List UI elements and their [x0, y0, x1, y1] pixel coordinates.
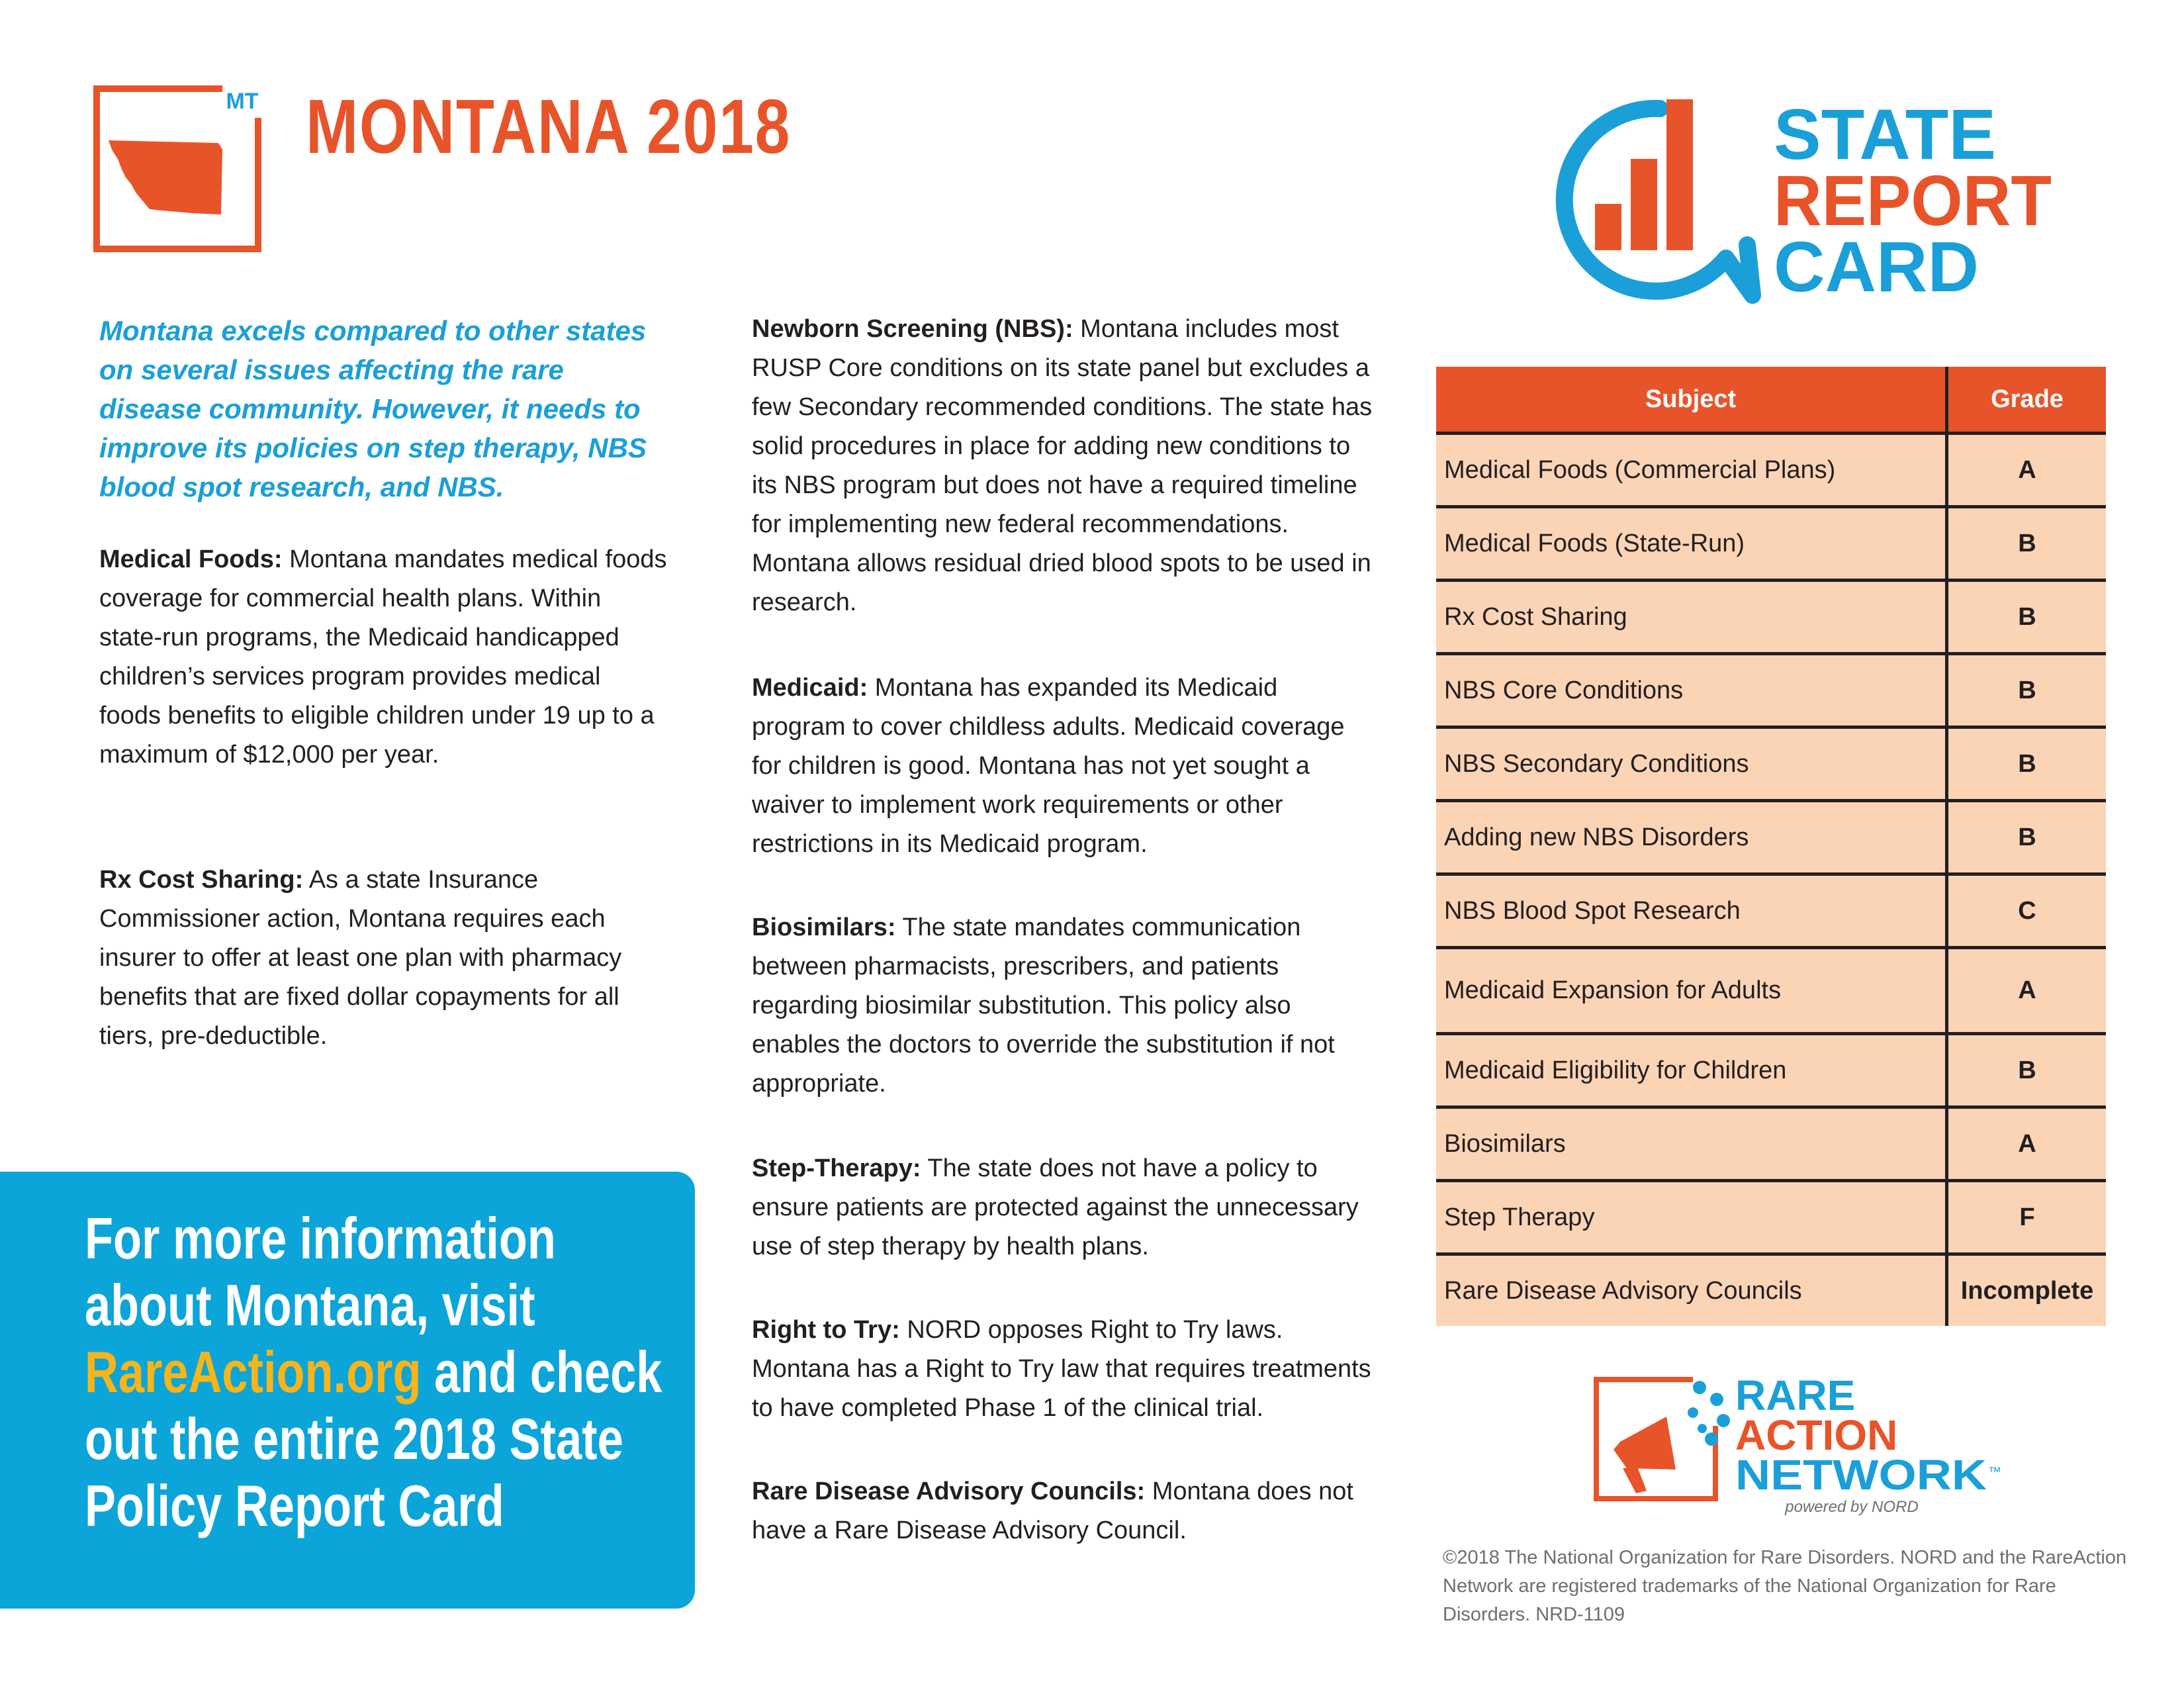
- row-subject: Medicaid Eligibility for Children: [1436, 1034, 1947, 1107]
- table-header-row: [1436, 367, 2106, 434]
- row-grade: A: [1947, 1107, 2106, 1181]
- row-subject: Medicaid Expansion for Adults: [1436, 948, 1947, 1034]
- biosimilars-paragraph: [752, 908, 1374, 1103]
- nbs-heading: Newborn Screening (NBS):: [752, 315, 1073, 343]
- rare-action-network-logo: [1594, 1370, 2004, 1519]
- rdac-paragraph: [752, 1472, 1374, 1550]
- state-abbr: MT: [226, 89, 259, 114]
- rdac-text: Montana does not have a Rare Disease Advisory Council.: [752, 1477, 1353, 1544]
- medical-foods-heading: Medical Foods:: [99, 545, 283, 573]
- header-subject: Subject: [1436, 367, 1947, 434]
- table-row: [1436, 654, 2106, 727]
- intro-text: Montana excels compared to other states on several issues affecting the rare disease community. However, it needs to improve its policies on step therapy, NBS blood spot research, and NBS.: [99, 315, 647, 502]
- table-row: [1436, 874, 2106, 948]
- logo-state: STATE: [1774, 94, 1996, 174]
- rx-cost-paragraph: [99, 861, 668, 1056]
- rx-cost-heading: Rx Cost Sharing:: [99, 866, 304, 894]
- state-report-card-logo: [1549, 86, 2065, 311]
- row-subject: NBS Secondary Conditions: [1436, 727, 1947, 801]
- info-text-before: For more information about Montana, visit: [85, 1205, 556, 1338]
- row-grade: B: [1947, 801, 2106, 874]
- row-grade: B: [1947, 727, 2106, 801]
- rareaction-link[interactable]: RareAction.org: [85, 1339, 422, 1405]
- medical-foods-text: Montana mandates medical foods coverage for commercial health plans. Within state-run programs, the Medicaid handicapped children’s services program provides medical foods benefits to eligible children under 19 up to a maximum of $12,000 per year.: [99, 545, 667, 769]
- montana-state-badge: [93, 85, 262, 253]
- row-subject: Medical Foods (State-Run): [1436, 507, 1947, 581]
- row-subject: NBS Blood Spot Research: [1436, 874, 1947, 948]
- info-text-after: and check out the entire 2018 State Policy Report Card: [85, 1339, 662, 1538]
- montana-map-icon: [109, 140, 222, 214]
- medical-foods-paragraph: [99, 540, 668, 774]
- row-grade: B: [1947, 654, 2106, 727]
- nbs-text: Montana includes most RUSP Core conditions on its state panel but excludes a few Secondary recommended conditions. The state has solid procedures in place for adding new conditions to its NBS program but does not have a required timeline for implementing new federal recommendations. Montana allows residual dried blood spots to be used in research.: [752, 315, 1373, 616]
- table-row: [1436, 1181, 2106, 1254]
- row-grade: B: [1947, 1034, 2106, 1107]
- copyright-notice: ©2018 The National Organization for Rare Disorders. NORD and the RareAction Network are registered trademarks of the National Organization for Rare Disorders. NRD-1109: [1443, 1547, 2127, 1625]
- logo-card: CARD: [1774, 226, 1979, 306]
- table-row: [1436, 581, 2106, 654]
- grade-table: [1436, 367, 2106, 1326]
- info-box-text: [85, 1205, 688, 1539]
- row-subject: NBS Core Conditions: [1436, 654, 1947, 727]
- megaphone-icon: [1596, 1373, 1733, 1499]
- page-title: MONTANA 2018: [306, 83, 792, 169]
- table-row: [1436, 507, 2106, 581]
- rx-cost-text: As a state Insurance Commissioner action, Montana requires each insurer to offer at least one plan with pharmacy benefits that are fixed dollar copayments for all tiers, pre-deductible.: [99, 866, 622, 1050]
- table-row: [1436, 948, 2106, 1034]
- chat-bubble-icon: [1565, 109, 1752, 295]
- header-grade: Grade: [1947, 367, 2106, 434]
- row-subject: Medical Foods (Commercial Plans): [1436, 434, 1947, 507]
- medicaid-heading: Medicaid:: [752, 674, 868, 702]
- table-row: [1436, 727, 2106, 801]
- medicaid-paragraph: [752, 669, 1374, 864]
- row-grade: B: [1947, 581, 2106, 654]
- biosimilars-text: The state mandates communication between pharmacists, prescribers, and patients regarding biosimilar substitution. This policy also enables the doctors to override the substitution if not appropriate.: [752, 914, 1335, 1098]
- table-row: [1436, 1034, 2106, 1107]
- table-row: [1436, 434, 2106, 507]
- row-grade: A: [1947, 434, 2106, 507]
- ran-rare: RARE: [1735, 1372, 1856, 1419]
- nbs-paragraph: [752, 310, 1374, 622]
- step-therapy-heading: Step-Therapy:: [752, 1154, 921, 1182]
- ran-trademark: ™: [1988, 1465, 2001, 1479]
- logo-report: REPORT: [1774, 160, 2052, 240]
- row-grade: C: [1947, 874, 2106, 948]
- ran-network: NETWORK: [1735, 1451, 1987, 1499]
- step-therapy-text: The state does not have a policy to ensure patients are protected against the unnecessary use of step therapy by health plans.: [752, 1154, 1359, 1260]
- row-grade: Incomplete: [1947, 1254, 2106, 1327]
- row-grade: F: [1947, 1181, 2106, 1254]
- rdac-heading: Rare Disease Advisory Councils:: [752, 1477, 1146, 1505]
- right-to-try-paragraph: [752, 1311, 1374, 1428]
- table-row: [1436, 1107, 2106, 1181]
- row-grade: B: [1947, 507, 2106, 581]
- right-to-try-heading: Right to Try:: [752, 1316, 900, 1344]
- row-subject: Biosimilars: [1436, 1107, 1947, 1181]
- ran-powered-by: powered by NORD: [1785, 1498, 1919, 1516]
- medicaid-text: Montana has expanded its Medicaid program to cover childless adults. Medicaid coverage for children is good. Montana has not yet sought a waiver to implement work requirements or other restrictions in its Medicaid program.: [752, 674, 1345, 858]
- table-row: [1436, 1254, 2106, 1327]
- row-subject: Adding new NBS Disorders: [1436, 801, 1947, 874]
- biosimilars-heading: Biosimilars:: [752, 914, 896, 941]
- row-grade: A: [1947, 948, 2106, 1034]
- step-therapy-paragraph: [752, 1149, 1374, 1266]
- ran-action: ACTION: [1735, 1411, 1898, 1459]
- table-row: [1436, 801, 2106, 874]
- right-to-try-text: NORD opposes Right to Try laws. Montana has a Right to Try law that requires treatments to have completed Phase 1 of the clinical trial.: [752, 1316, 1371, 1422]
- row-subject: Step Therapy: [1436, 1181, 1947, 1254]
- row-subject: Rare Disease Advisory Councils: [1436, 1254, 1947, 1327]
- row-subject: Rx Cost Sharing: [1436, 581, 1947, 654]
